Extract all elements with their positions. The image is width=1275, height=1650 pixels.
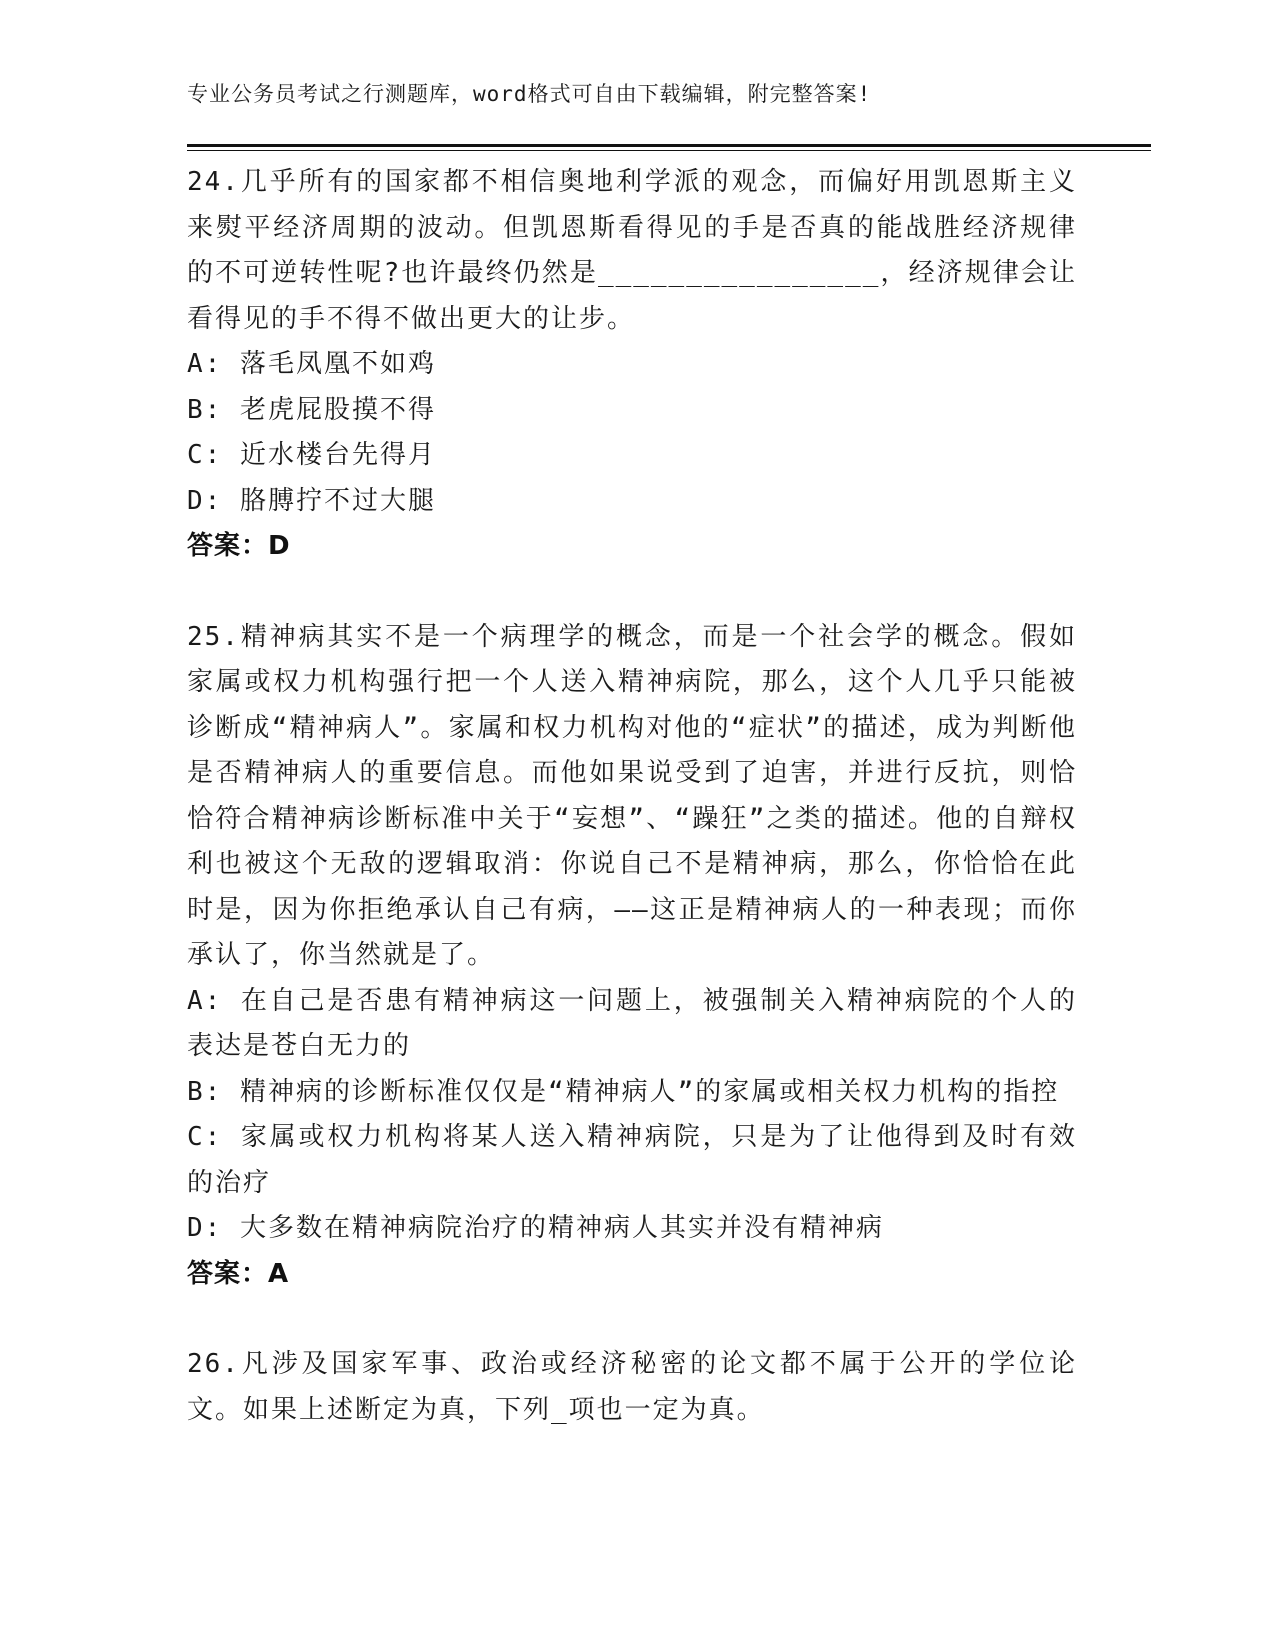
question-24 <box>187 160 1077 570</box>
question-26 <box>187 1342 1077 1433</box>
option-b: B: 精神病的诊断标准仅仅是“精神病人”的家属或相关权力机构的指控 <box>187 1076 1060 1107</box>
answer: 答案：D <box>187 531 291 561</box>
header-rule-thick <box>187 144 1151 147</box>
option-a: A: 落毛凤凰不如鸡 <box>187 349 436 379</box>
question-stem: 24.几乎所有的国家都不相信奥地利学派的观念，而偏好用凯恩斯主义来熨平经济周期的波动。但凯恩斯看得见的手是否真的能战胜经济规律的不可逆转性呢?也许最终仍然是________________，经济规律会让看得见的手不得不做出更大的让步。 <box>187 167 1077 334</box>
answer: 答案：A <box>187 1258 290 1289</box>
option-d: D: 胳膊拧不过大腿 <box>187 485 436 516</box>
option-a: A: 在自己是否患有精神病这一问题上，被强制关入精神病院的个人的表达是苍白无力的 <box>187 985 1077 1061</box>
question-25 <box>187 615 1077 1298</box>
option-c: C: 家属或权力机构将某人送入精神病院，只是为了让他得到及时有效的治疗 <box>187 1122 1077 1198</box>
question-stem: 25.精神病其实不是一个病理学的概念，而是一个社会学的概念。假如家属或权力机构强行把一个人送入精神病院，那么，这个人几乎只能被诊断成“精神病人”。家属和权力机构对他的“症状”的描述，成为判断他是否精神病人的重要信息。而他如果说受到了迫害，并进行反抗，则恰恰符合精神病诊断标准中关于“妄想”、“躁狂”之类的描述。他的自辩权利也被这个无敌的逻辑取消：你说自己不是精神病，那么，你恰恰在此时是，因为你拒绝承认自己有病，——这正是精神病人的一种表现；而你承认了，你当然就是了。 <box>187 621 1077 970</box>
page-header: 专业公务员考试之行测题库，word格式可自由下载编辑，附完整答案! <box>187 82 872 106</box>
header-rule-thin <box>187 150 1151 151</box>
option-d: D: 大多数在精神病院治疗的精神病人其实并没有精神病 <box>187 1213 884 1243</box>
option-b: B: 老虎屁股摸不得 <box>187 394 436 425</box>
question-stem: 26.凡涉及国家军事、政治或经济秘密的论文都不属于公开的学位论文。如果上述断定为真，下列_项也一定为真。 <box>187 1349 1077 1425</box>
questions-content <box>187 160 1077 1478</box>
option-c: C: 近水楼台先得月 <box>187 440 436 470</box>
